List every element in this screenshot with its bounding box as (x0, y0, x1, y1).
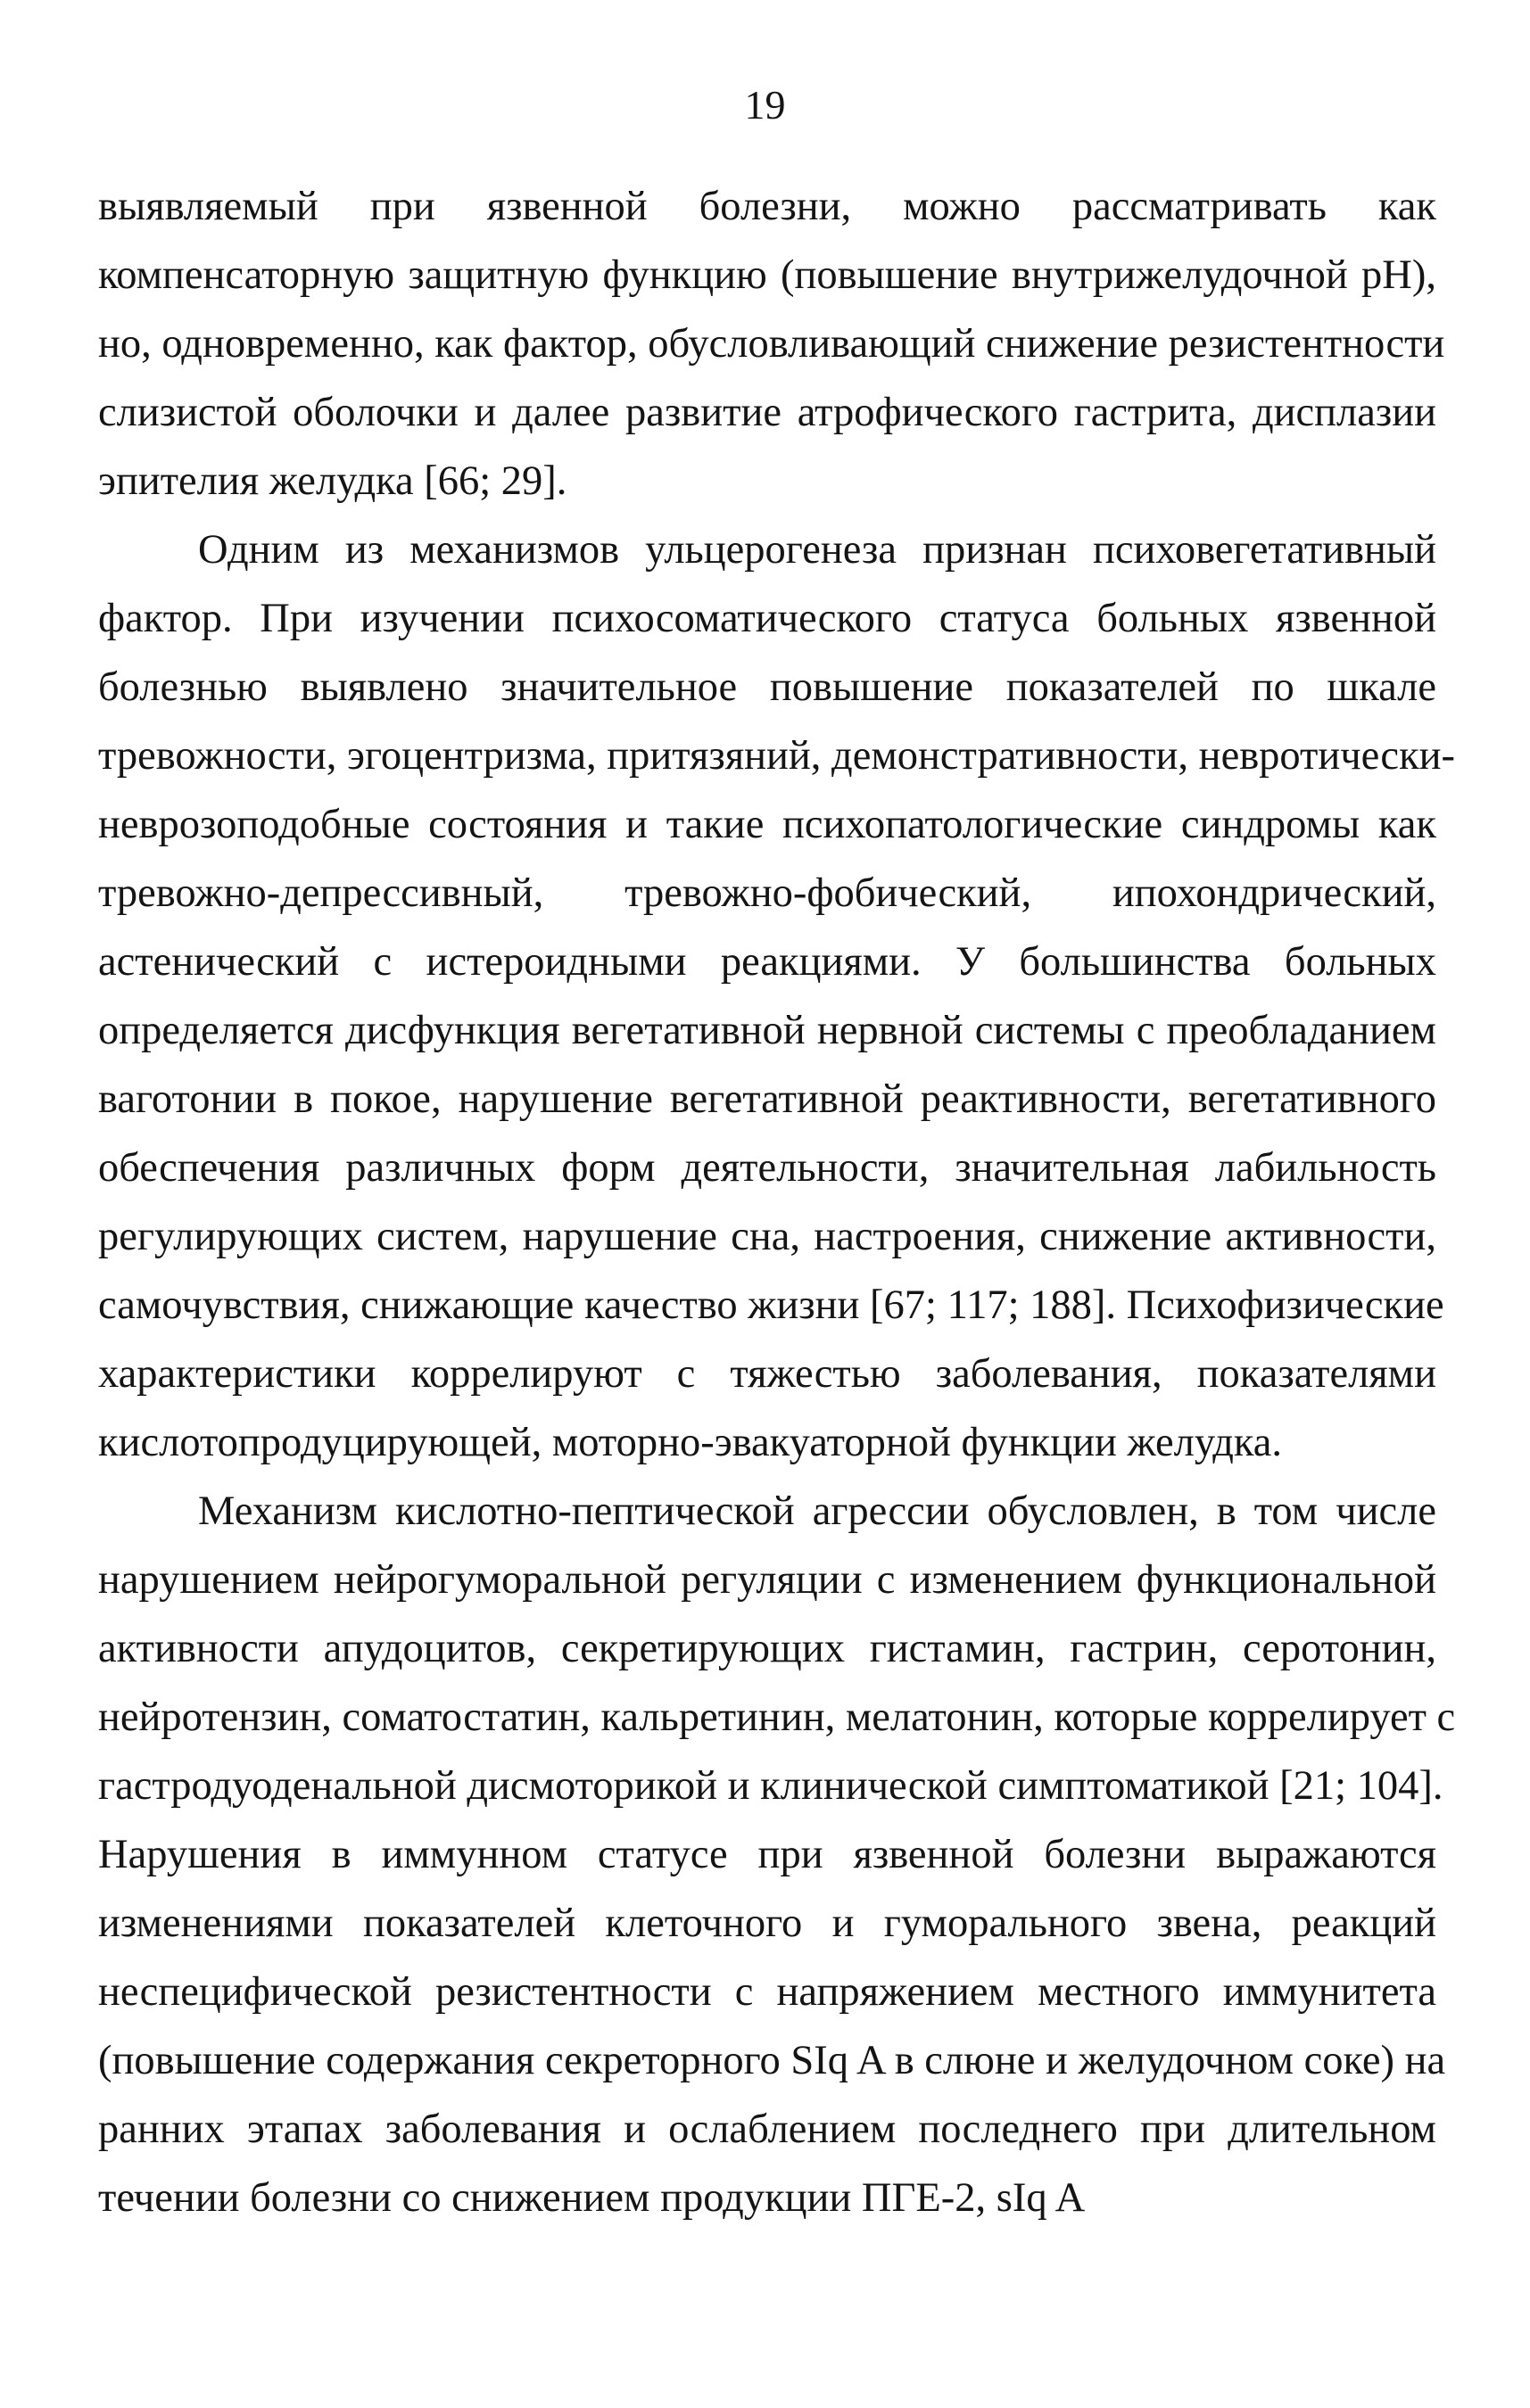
paragraph (98, 172, 1445, 515)
text-line: определяется дисфункция вегетативной нервной системы с преобладанием (98, 1008, 1436, 1053)
text-line: слизистой оболочки и далее развитие атрофического гастрита, дисплазии (98, 390, 1436, 435)
text-line: Механизм кислотно-пептической агрессии обусловлен, в том числе (198, 1489, 1436, 1534)
text-line: ранних этапах заболевания и ослаблением последнего при длительном (98, 2107, 1436, 2152)
text-line: течении болезни со снижением продукции ПГЕ-2, sIq A (98, 2175, 1086, 2221)
text-line: регулирующих систем, нарушение сна, настроения, снижение активности, (98, 1214, 1436, 1259)
text-line: но, одновременно, как фактор, обусловливающий снижение резистентности (98, 321, 1445, 367)
text-line: неспецифической резистентности с напряжением местного иммунитета (98, 1969, 1436, 2015)
text-line: Одним из механизмов ульцерогенеза признан психовегетативный (198, 527, 1436, 573)
text-line: кислотопродуцирующей, моторно-эвакуаторной функции желудка. (98, 1420, 1282, 1465)
text-line: самочувствия, снижающие качество жизни [67; 117; 188]. Психофизические (98, 1282, 1444, 1328)
text-line: изменениями показателей клеточного и гуморального звена, реакций (98, 1901, 1436, 1946)
text-line: (повышение содержания секреторного SIq A в слюне и желудочном соке) на (98, 2038, 1446, 2083)
text-line: астенический с истероидными реакциями. У большинства больных (98, 939, 1436, 985)
text-line: фактор. При изучении психосоматического статуса больных язвенной (98, 596, 1436, 641)
text-line: выявляемый при язвенной болезни, можно рассматривать как (98, 184, 1436, 229)
text-line: ваготонии в покое, нарушение вегетативной реактивности, вегетативного (98, 1076, 1436, 1122)
body-text (98, 172, 1456, 2232)
text-line: Нарушения в иммунном статусе при язвенной болезни выражаются (98, 1832, 1436, 1877)
text-line: активности апудоцитов, секретирующих гистамин, гастрин, серотонин, (98, 1626, 1436, 1671)
text-line: характеристики коррелируют с тяжестью заболевания, показателями (98, 1351, 1436, 1397)
text-line: нарушением нейрогуморальной регуляции с изменением функциональной (98, 1557, 1436, 1603)
text-line: неврозоподобные состояния и такие психопатологические синдромы как (98, 802, 1436, 847)
text-line: болезнью выявлено значительное повышение показателей по шкале (98, 664, 1436, 710)
page-number: 19 (744, 82, 786, 128)
paragraph (98, 1477, 1456, 2232)
text-line: тревожности, эгоцентризма, притязяний, демонстративности, невротически- (98, 733, 1456, 779)
text-line: гастродуоденальной дисмоторикой и клинической симптоматикой [21; 104]. (98, 1763, 1443, 1809)
text-line: обеспечения различных форм деятельности, значительная лабильность (98, 1145, 1436, 1191)
paragraph (98, 515, 1456, 1477)
text-line: эпителия желудка [66; 29]. (98, 458, 567, 504)
text-line: компенсаторную защитную функцию (повышение внутрижелудочной pH), (98, 252, 1436, 298)
text-line: тревожно-депрессивный, тревожно-фобический, ипохондрический, (98, 870, 1436, 916)
text-line: нейротензин, соматостатин, кальретинин, мелатонин, которые коррелирует с (98, 1695, 1456, 1740)
